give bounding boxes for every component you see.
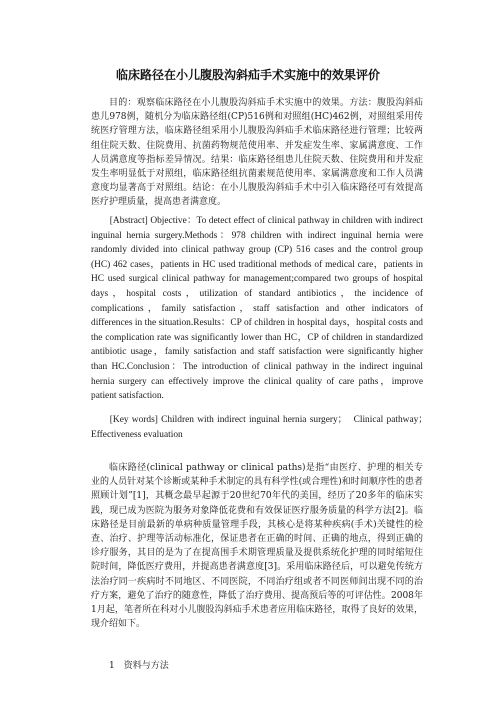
section-heading-materials-methods: 1 资料与方法: [109, 661, 169, 671]
abstract-english: [Abstract] Objective：To detect effect of clinical pathway in children with indirect inguinal hernia surgery.Methods：978 children with indirect inguinal hernia were randomly divided into clinical pathway group (CP) 516 cases and the control group (HC) 462 cases，patients in HC used traditional methods of medical care，patients in HC used surgical clinical pathway for management;compared two groups of hospital days，hospital costs，utilization of standard antibiotics，the incidence of complications，family satisfaction，staff satisfaction and other indicators of differences in the situation.Results：CP of children in hospital days，hospital costs and the complication rate was significantly lower than HC，CP of children in standardized antibiotic usage，family satisfaction and staff satisfaction were significantly higher than HC.Conclusion：The introduction of clinical pathway in the indirect inguinal hernia surgery can effectively improve the clinical quality of care paths，improve patient satisfaction.: [91, 216, 423, 402]
introduction-paragraph: 临床路径(clinical pathway or clinical paths)是指“由医疗、护理的相关专业的人员针对某个诊断或某种手术制定的具有科学性(或合理性)和时间顺序性的患者照顾计划”[1]，其概念最早起源于20世纪70年代的美国，经历了20多年的临床实践，现已成为医院为服务对象降低花费和有效保证医疗服务质量的科学方法[2]。临床路径是目前最新的单病种质量管理手段，其核心是将某种疾病(手术)关键性的检查、治疗、护理等活动标准化，保证患者在正确的时间、正确的地点，得到正确的诊疗服务，其目的是为了在提高围手术期管理质量及提供系统化护理的同时缩短住院时间，降低医疗费用，并提高患者满意度[3]。采用临床路径后，可以避免传统方法治疗同一疾病时不同地区、不同医院，不同治疗组或者不同医师间出现不同的治疗方案，避免了治疗的随意性，降低了治疗费用、提高预后等的可评估性。2008年1月起，笔者所在科对小儿腹股沟斜疝手术患者应用临床路径，取得了良好的效果，现介绍如下。: [91, 463, 423, 630]
paper-title: 临床路径在小儿腹股沟斜疝手术实施中的效果评价: [115, 68, 380, 82]
abstract-chinese: 目的：观察临床路径在小儿腹股沟斜疝手术实施中的效果。方法：腹股沟斜疝患儿978例，随机分为临床路径组(CP)516例和对照组(HC)462例，对照组采用传统医疗管理方法，临床路径组采用小儿腹股沟斜疝手术临床路径进行管理；比较两组住院天数、住院费用、抗菌药物规范使用率、并发症发生率、家属满意度、工作人员满意度等指标差异情况。结果：临床路径组患儿住院天数、住院费用和并发症发生率明显低于对照组，临床路径组抗菌素规范使用率、家属满意度和工作人员满意度均显著高于对照组。结论：在小儿腹股沟斜疝手术中引入临床路径可有效提高医疗护理质量，提高患者满意度。: [91, 98, 423, 208]
keywords: [Key words] Children with indirect inguinal hernia surgery； Clinical pathway； Effectiveness evaluation: [91, 415, 433, 440]
